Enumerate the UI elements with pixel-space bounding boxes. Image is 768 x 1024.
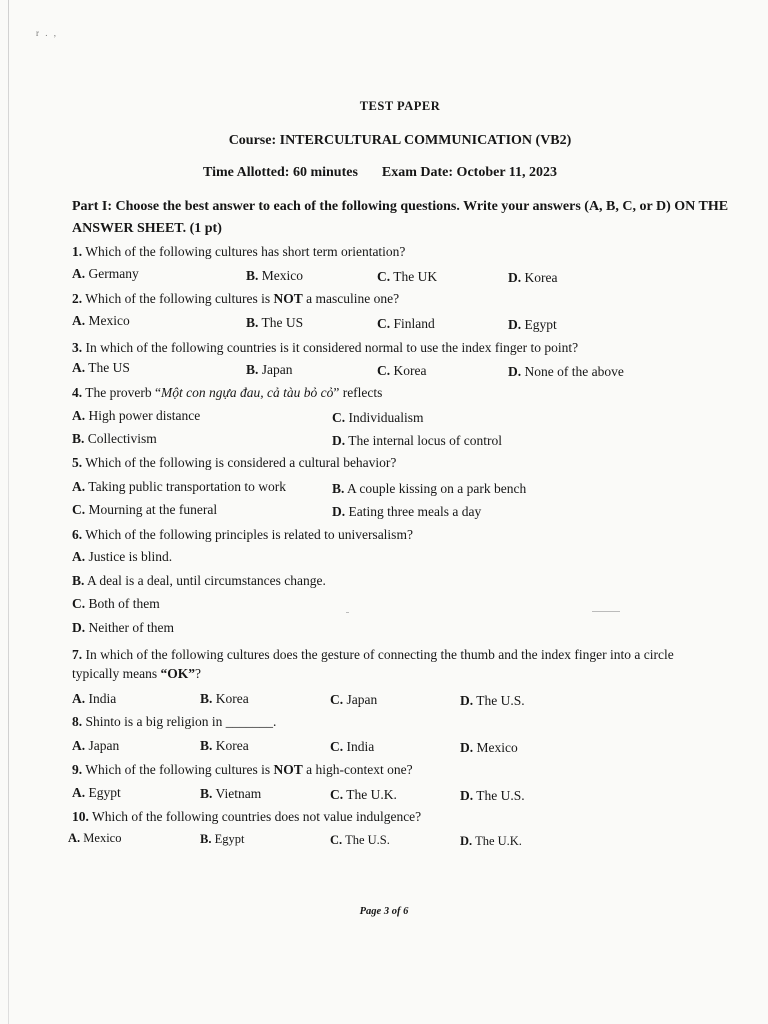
text: Which of the following cultures has short term orientation?	[85, 244, 406, 259]
text: Justice is blind.	[88, 549, 173, 564]
q4-option-a	[72, 408, 200, 424]
bold-text: B.	[200, 786, 213, 801]
bold-text: A.	[72, 266, 86, 281]
text: Mexico	[83, 831, 122, 845]
bold-text: 3.	[72, 340, 83, 355]
q1-option-b	[246, 268, 303, 284]
q7-option-b	[200, 691, 249, 707]
q2-option-c	[377, 316, 435, 332]
q4-option-b	[72, 431, 157, 447]
text: Japan	[261, 362, 293, 377]
question-6	[72, 527, 413, 543]
text: The US	[88, 360, 130, 375]
text: A deal is a deal, until circumstances change.	[87, 573, 326, 588]
text: Which of the following is considered a cultural behavior?	[85, 455, 397, 470]
text: The U.K.	[346, 787, 397, 802]
q10-option-d	[460, 834, 522, 849]
bold-text: C.	[330, 787, 344, 802]
q1-option-a	[72, 266, 139, 282]
course-title: Course: INTERCULTURAL COMMUNICATION (VB2)	[228, 133, 572, 148]
question-10	[72, 809, 421, 825]
part1-instruction: Part I: Choose the best answer to each of the following questions. Write your answers (A, B, C, or D) ON THE ANSWER SHEET. (1 pt)	[72, 199, 729, 236]
bold-text: D.	[460, 788, 474, 803]
q5-option-c	[72, 502, 217, 518]
q6-option-c	[72, 596, 160, 612]
bold-text: D.	[460, 693, 474, 708]
q8-option-c	[330, 739, 374, 755]
bold-text: B.	[246, 315, 259, 330]
bold-text: 5.	[72, 455, 83, 470]
text: The U.S.	[476, 788, 525, 803]
bold-text: A.	[72, 549, 86, 564]
q9-option-c	[330, 787, 397, 803]
text: Which of the following cultures is	[85, 762, 271, 777]
bold-text: A.	[72, 313, 86, 328]
text: In which of the following countries is it considered normal to use the index finger to point?	[85, 340, 579, 355]
bold-text: A.	[72, 360, 86, 375]
q8-option-a	[72, 738, 119, 754]
text: A couple kissing on a park bench	[347, 481, 527, 496]
text: The U.S.	[345, 833, 390, 847]
q3-option-a	[72, 360, 130, 376]
bold-text: D.	[460, 740, 474, 755]
question-1	[72, 244, 405, 260]
q2-option-d	[508, 317, 557, 333]
q5-option-d	[332, 504, 481, 520]
text: ” reflects	[333, 385, 383, 400]
q6-option-a	[72, 549, 172, 565]
text: Korea	[524, 270, 558, 285]
bold-text: B.	[72, 431, 85, 446]
text: The proverb “	[85, 385, 161, 400]
text: Collectivism	[87, 431, 157, 446]
bold-text: C.	[330, 833, 343, 847]
bold-text: D.	[332, 433, 346, 448]
text: Korea	[393, 363, 427, 378]
question-9	[72, 762, 413, 778]
bold-text: A.	[72, 479, 86, 494]
q7-option-d	[460, 693, 525, 709]
bold-text: 7.	[72, 647, 83, 662]
q8-option-d	[460, 740, 518, 756]
scan-mark: r . ,	[36, 28, 58, 38]
bold-text: “OK”	[160, 666, 195, 681]
bold-text: C.	[377, 316, 391, 331]
bold-text: A.	[68, 831, 81, 845]
q9-option-d	[460, 788, 525, 804]
question-2	[72, 291, 399, 307]
question-3	[72, 340, 578, 356]
text: The UK	[393, 269, 438, 284]
bold-text: B.	[246, 268, 259, 283]
text: The US	[261, 315, 304, 330]
q5-option-a	[72, 479, 286, 495]
bold-text: C.	[72, 502, 86, 517]
bold-text: NOT	[273, 291, 303, 306]
text: Which of the following principles is related to universalism?	[85, 527, 413, 542]
bold-text: 8.	[72, 714, 83, 729]
text: Mourning at the funeral	[88, 502, 218, 517]
bold-text: C.	[332, 410, 346, 425]
text: Mexico	[261, 268, 304, 283]
text: a masculine one?	[306, 291, 400, 306]
bold-text: D.	[508, 364, 522, 379]
bold-text: D.	[72, 620, 86, 635]
time-allotted: Time Allotted: 60 minutes	[203, 165, 358, 180]
question-7-line-1	[72, 647, 674, 663]
q3-option-c	[377, 363, 426, 379]
text: Germany	[88, 266, 139, 281]
text: Eating three meals a day	[348, 504, 482, 519]
text: Mexico	[476, 740, 518, 755]
text: In which of the following cultures does the gesture of connecting the thumb and the index finger into a circle	[85, 647, 674, 662]
q7-option-c	[330, 692, 377, 708]
text: The U.K.	[475, 834, 522, 848]
exam-date: Exam Date: October 11, 2023	[381, 165, 558, 180]
bold-text: 1.	[72, 244, 83, 259]
text: ?	[195, 666, 201, 681]
question-7-line-2	[72, 666, 201, 682]
text: Egypt	[524, 317, 557, 332]
bold-text: A.	[72, 408, 86, 423]
q6-option-d	[72, 620, 174, 636]
q9-option-b	[200, 786, 261, 802]
bold-text: B.	[332, 481, 345, 496]
question-8	[72, 714, 276, 730]
text: Neither of them	[88, 620, 174, 635]
text: Mexico	[88, 313, 130, 328]
q9-option-a	[72, 785, 121, 801]
bold-text: B.	[72, 573, 85, 588]
bold-text: A.	[72, 691, 86, 706]
bold-text: 4.	[72, 385, 83, 400]
text: India	[88, 691, 117, 706]
text: High power distance	[88, 408, 201, 423]
bold-text: 2.	[72, 291, 83, 306]
bold-text: 9.	[72, 762, 83, 777]
text: Which of the following cultures is	[85, 291, 271, 306]
q2-option-a	[72, 313, 130, 329]
page-number: Page 3 of 6	[359, 906, 409, 917]
exam-info-row	[203, 165, 557, 181]
q10-option-a	[68, 831, 121, 846]
text: Shinto is a big religion in _______.	[85, 714, 277, 729]
q4-option-d	[332, 433, 502, 449]
text: Korea	[215, 691, 249, 706]
text: Vietnam	[215, 786, 262, 801]
question-4	[72, 385, 382, 401]
bold-text: D.	[332, 504, 346, 519]
text: typically means	[72, 666, 158, 681]
text: Japan	[88, 738, 120, 753]
page-title: TEST PAPER	[359, 99, 441, 113]
q4-option-c	[332, 410, 424, 426]
scan-speck	[346, 612, 349, 613]
q10-option-b	[200, 832, 244, 847]
bold-text: C.	[377, 363, 391, 378]
q3-option-b	[246, 362, 293, 378]
q7-option-a	[72, 691, 116, 707]
bold-text: A.	[72, 785, 86, 800]
text: Japan	[346, 692, 378, 707]
bold-text: B.	[246, 362, 259, 377]
text: Một con ngựa đau, cả tàu bỏ cỏ	[160, 385, 334, 400]
text: India	[346, 739, 375, 754]
bold-text: D.	[508, 270, 522, 285]
q6-option-b	[72, 573, 326, 589]
bold-text: C.	[330, 692, 344, 707]
bold-text: 6.	[72, 527, 83, 542]
q3-option-d	[508, 364, 624, 380]
q1-option-c	[377, 269, 437, 285]
bold-text: B.	[200, 832, 212, 846]
bold-text: C.	[72, 596, 86, 611]
bold-text: A.	[72, 738, 86, 753]
scan-margin-line	[8, 0, 9, 1024]
bold-text: 10.	[72, 809, 89, 824]
bold-text: NOT	[273, 762, 303, 777]
text: Which of the following countries does not value indulgence?	[92, 809, 422, 824]
question-5	[72, 455, 396, 471]
text: Finland	[393, 316, 435, 331]
bold-text: C.	[377, 269, 391, 284]
text: Both of them	[88, 596, 160, 611]
text: a high-context one?	[306, 762, 413, 777]
q1-option-d	[508, 270, 557, 286]
text: None of the above	[524, 364, 624, 379]
q5-option-b	[332, 481, 526, 497]
q10-option-c	[330, 833, 390, 848]
q2-option-b	[246, 315, 303, 331]
bold-text: D.	[508, 317, 522, 332]
text: The U.S.	[476, 693, 525, 708]
bold-text: C.	[330, 739, 344, 754]
bold-text: B.	[200, 691, 213, 706]
text: Egypt	[88, 785, 121, 800]
scan-speck	[592, 611, 620, 612]
text: Individualism	[348, 410, 424, 425]
text: Korea	[215, 738, 249, 753]
bold-text: B.	[200, 738, 213, 753]
bold-text: D.	[460, 834, 473, 848]
text: Taking public transportation to work	[88, 479, 287, 494]
text: The internal locus of control	[348, 433, 502, 448]
text: Egypt	[214, 832, 245, 846]
q8-option-b	[200, 738, 249, 754]
